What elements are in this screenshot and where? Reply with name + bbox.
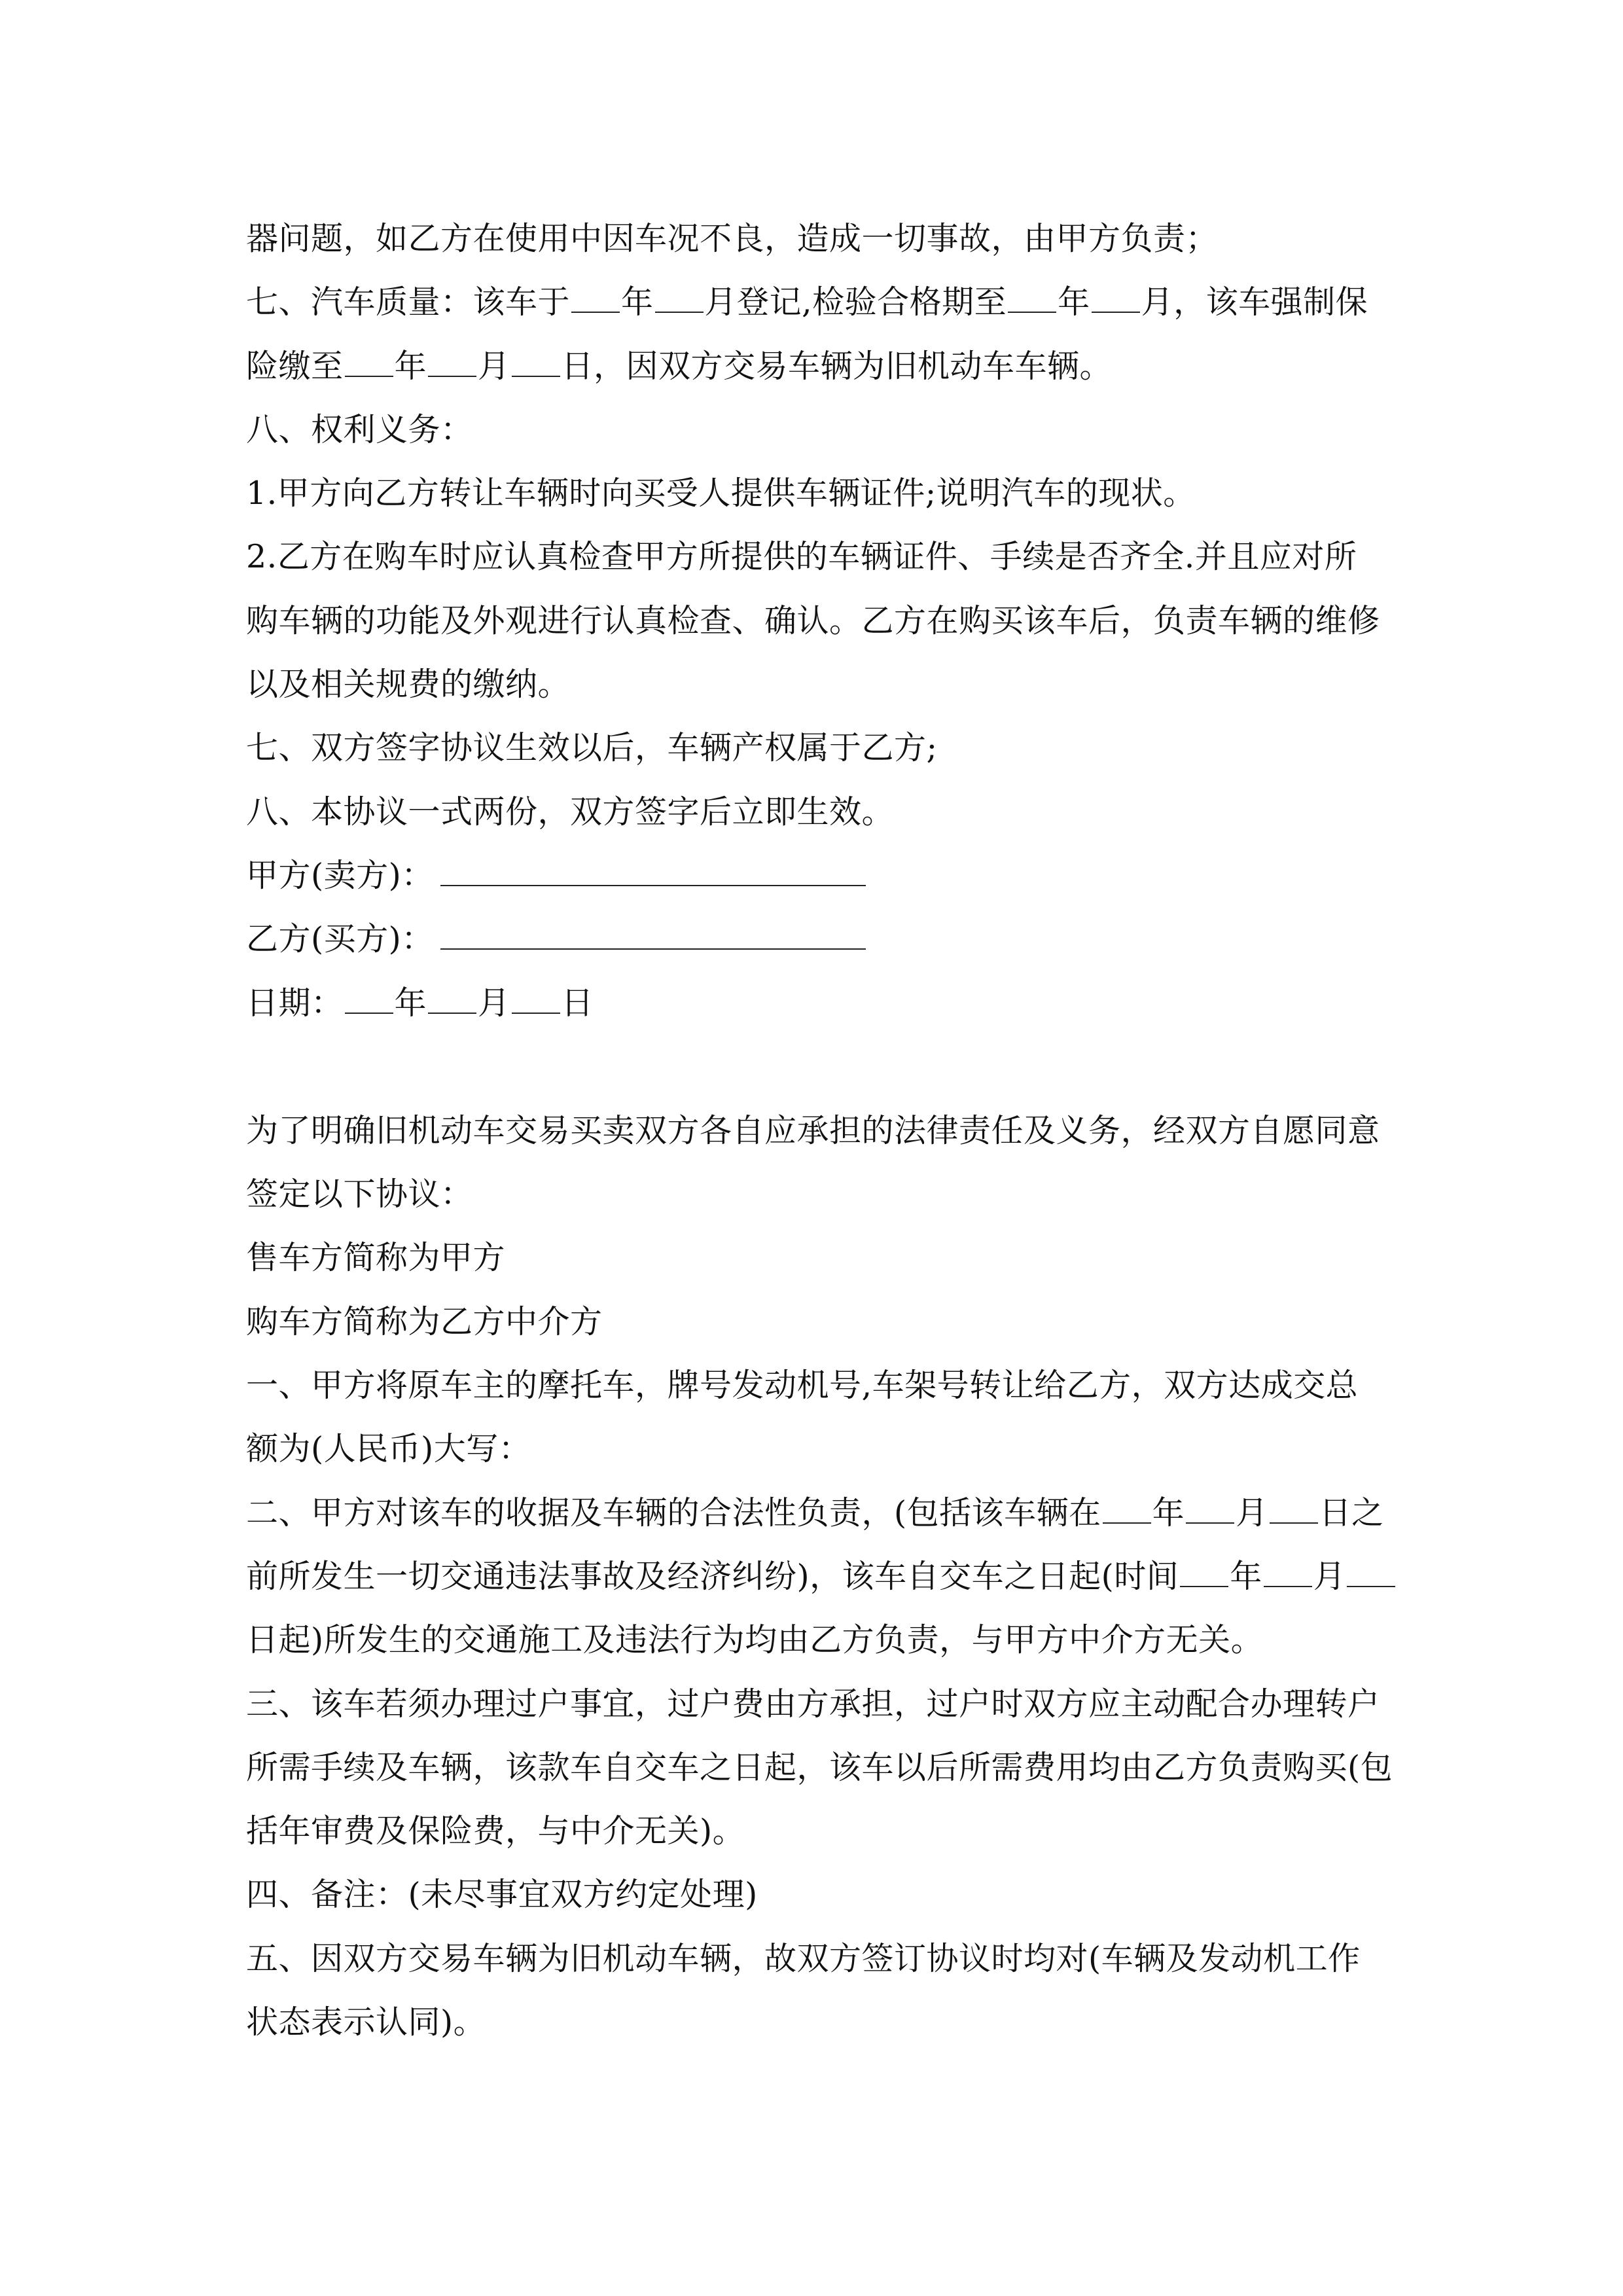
section-gap	[246, 1035, 1385, 1099]
text-run: 年	[1058, 283, 1090, 321]
text-run: 月	[478, 984, 510, 1022]
text-run: 险缴至	[246, 347, 344, 385]
fill-blank	[1180, 1557, 1228, 1587]
text-run: 前所发生一切交通违法事故及经济纠纷)，该车自交车之日起(时间	[246, 1557, 1179, 1595]
text-run: 年	[1230, 1557, 1262, 1595]
text-run: 年	[1152, 1494, 1185, 1532]
paragraph-line: 1.甲方向乙方转让车辆时向买受人提供车辆证件;说明汽车的现状。	[246, 475, 1196, 512]
text-run: 月	[1236, 1494, 1268, 1532]
fill-blank	[1092, 283, 1140, 313]
paragraph-line: 额为(人民币)大写：	[246, 1430, 531, 1468]
fill-blank	[1347, 1557, 1395, 1587]
fill-blank	[512, 347, 560, 377]
fill-blank	[1008, 283, 1056, 313]
date-label: 日期：	[246, 984, 344, 1022]
clause-heading: 八、权利义务：	[246, 410, 473, 448]
paragraph-line: 所需手续及车辆，该款车自交车之日起，该车以后所需费用均由乙方负责购买(包	[246, 1748, 1393, 1786]
paragraph-line	[246, 1545, 1385, 1608]
text-run: 二、甲方对该车的收据及车辆的合法性负责，(包括该车辆在	[246, 1494, 1101, 1532]
clause-vehicle-quality	[246, 270, 1385, 334]
text-run: 七、汽车质量：该车于	[246, 283, 571, 321]
seller-label: 甲方(卖方)：	[246, 856, 434, 894]
fill-blank	[1264, 1557, 1312, 1587]
paragraph-line: 五、因双方交易车辆为旧机动车辆，故双方签订协议时均对(车辆及发动机工作	[246, 1939, 1361, 1977]
paragraph-line: 括年审费及保险费，与中介无关)。	[246, 1812, 745, 1850]
contract-page	[246, 207, 1393, 2054]
paragraph-line	[246, 1481, 1385, 1545]
paragraph-line: 以及相关规费的缴纳。	[246, 666, 571, 704]
paragraph-line: 七、双方签字协议生效以后，车辆产权属于乙方;	[246, 729, 938, 767]
fill-blank	[345, 983, 393, 1013]
paragraph-line: 签定以下协议：	[246, 1175, 473, 1213]
fill-blank	[1186, 1494, 1234, 1524]
paragraph-line: 四、备注：(未尽事宜双方约定处理)	[246, 1876, 758, 1914]
paragraph-line: 八、本协议一式两份，双方签字后立即生效。	[246, 793, 895, 831]
text-run: 月登记,检验合格期至	[704, 283, 1007, 321]
text-run: 年	[394, 347, 427, 385]
buyer-label: 乙方(买方)：	[246, 920, 434, 958]
paragraph-line: 器问题，如乙方在使用中因车况不良，造成一切事故，由甲方负责；	[246, 220, 1219, 257]
text-run: 日之	[1319, 1494, 1384, 1532]
paragraph-line: 购车方简称为乙方中介方	[246, 1302, 603, 1340]
paragraph-line: 2.乙方在购车时应认真检查甲方所提供的车辆证件、手续是否齐全.并且应对所	[246, 538, 1357, 576]
paragraph-line: 为了明确旧机动车交易买卖双方各自应承担的法律责任及义务，经双方自愿同意	[246, 1111, 1380, 1149]
text-run: 年	[394, 984, 427, 1022]
paragraph-line: 日起)所发生的交通施工及违法行为均由乙方负责，与甲方中介方无关。	[246, 1621, 1264, 1659]
fill-blank	[428, 983, 476, 1013]
text-run: 日	[561, 984, 594, 1022]
paragraph-line: 购车辆的功能及外观进行认真检查、确认。乙方在购买该车后，负责车辆的维修	[246, 601, 1380, 639]
date-row	[246, 971, 1385, 1035]
fill-blank	[1270, 1494, 1318, 1524]
fill-blank	[655, 283, 704, 313]
fill-blank	[1103, 1494, 1151, 1524]
text-run: 月	[478, 347, 510, 385]
fill-blank	[345, 347, 393, 377]
text-run: 月，该车强制保	[1141, 283, 1368, 321]
text-run: 月	[1313, 1557, 1346, 1595]
buyer-signature-line	[440, 920, 866, 950]
buyer-signature-row	[246, 907, 1385, 971]
seller-signature-line	[440, 856, 866, 886]
seller-signature-row	[246, 844, 1385, 907]
fill-blank	[571, 283, 620, 313]
paragraph-line: 三、该车若须办理过户事宜，过户费由方承担，过户时双方应主动配合办理转户	[246, 1685, 1380, 1723]
text-run: 年	[621, 283, 654, 321]
paragraph-line	[246, 334, 1385, 398]
fill-blank	[512, 983, 560, 1013]
fill-blank	[428, 347, 476, 377]
paragraph-line: 售车方简称为甲方	[246, 1239, 506, 1277]
paragraph-line: 状态表示认同)。	[246, 2003, 486, 2041]
paragraph-line: 一、甲方将原车主的摩托车，牌号发动机号,车架号转让给乙方，双方达成交总	[246, 1367, 1359, 1405]
text-run: 日，因双方交易车辆为旧机动车车辆。	[561, 347, 1113, 385]
